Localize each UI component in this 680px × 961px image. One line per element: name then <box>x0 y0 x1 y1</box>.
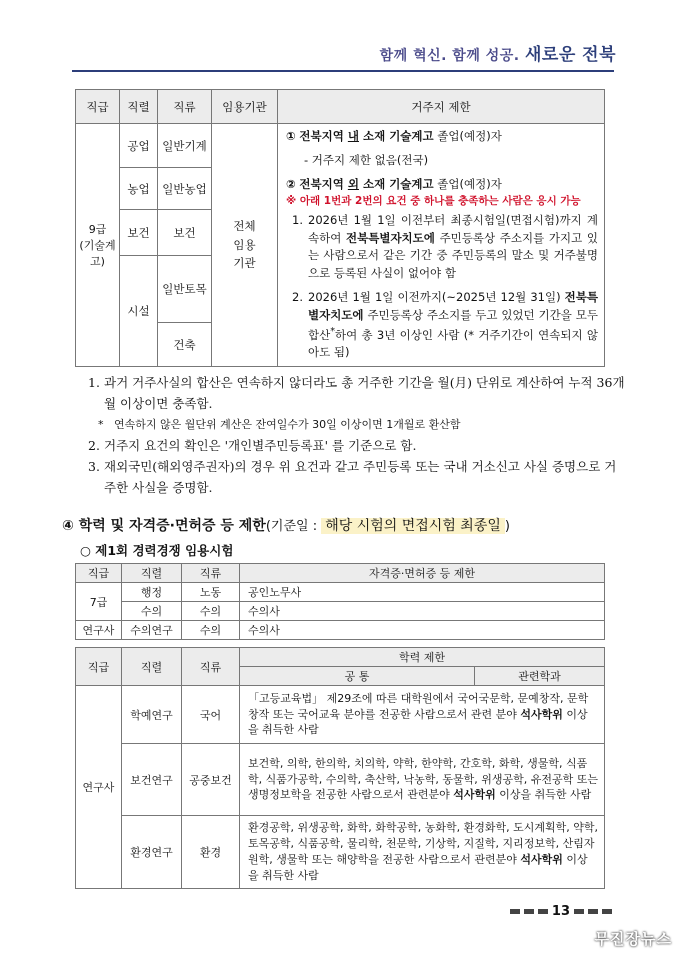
header-cell: 직렬 <box>122 564 182 583</box>
table-header-row <box>76 648 605 667</box>
section-heading: ④ 학력 및 자격증·면허증 등 제한(기준일 : 해당 시험의 면접시험 최종일 ) <box>62 518 510 534</box>
slogan-part2: 새로운 전북 <box>524 45 616 65</box>
series-cell: 수의 <box>122 602 182 621</box>
series-cell: 농업 <box>120 168 158 210</box>
limit-cell: 공인노무사 <box>240 583 605 602</box>
header-cell: 직급 <box>76 564 122 583</box>
class-cell: 보건 <box>158 210 212 256</box>
desc-cell: 환경공학, 위생공학, 화학, 화학공학, 농화학, 환경화학, 도시계획학, 약학, 토목공학, 식품공학, 물리학, 천문학, 기상학, 지질학, 지리정보학, 산림자원학, 생물학 또는 해양학을 전공한 사람으로서 관련분야 석사학위 이상을 취득한 사람 <box>240 816 605 889</box>
class-cell: 수의 <box>182 602 240 621</box>
note-item: * 연속하지 않은 월단위 계산은 잔여일수가 30일 이상이면 1개월로 환산함 <box>98 418 461 431</box>
series-cell: 행정 <box>122 583 182 602</box>
subheading: ○ 제1회 경력경쟁 임용시험 <box>80 543 234 558</box>
page-bar <box>588 909 598 914</box>
table-row <box>76 583 605 602</box>
table-row <box>76 124 605 168</box>
series-cell: 보건연구 <box>122 744 182 816</box>
series-cell: 학예연구 <box>122 686 182 744</box>
header-cell: 임용기관 <box>212 90 278 124</box>
condition-2-item-2: 2. 2026년 1월 1일 이전까지(~2025년 12월 31일) 전북특별자치도에 주민등록상 주소지를 두고 있었던 기간을 모두 합산*하여 총 3년 이상인 사람 (* 거주기간이 연속되지 않아도 됨) <box>292 289 598 360</box>
note-item: 2. 거주지 요건의 확인은 '개인별주민등록표' 를 기준으로 함. <box>88 438 417 453</box>
header-cell: 직류 <box>182 564 240 583</box>
residence-notes <box>88 372 628 498</box>
class-cell: 일반토목 <box>158 256 212 323</box>
table-header-row <box>76 90 605 124</box>
table-header-row <box>76 564 605 583</box>
grade-cell: 7급 <box>76 583 122 621</box>
limit-cell: 수의사 <box>240 602 605 621</box>
class-cell: 수의 <box>182 621 240 640</box>
class-cell: 공중보건 <box>182 744 240 816</box>
page-bar <box>602 909 612 914</box>
header-cell: 직렬 <box>122 648 182 686</box>
condition-2-item-1: 1. 2026년 1월 1일 이전부터 최종시험일(면접시험)까지 계속하여 전북특별자치도에 주민등록상 주소지를 가지고 있는 사람으로서 같은 기간 중 주민등록의 말소 및 거주불명으로 등록된 사실이 없어야 함 <box>292 212 599 281</box>
header-cell: 직렬 <box>120 90 158 124</box>
page-number: 13 <box>510 904 612 919</box>
agency-cell: 전체 임용 기관 <box>212 124 278 367</box>
note-item: 1. 과거 거주사실의 합산은 연속하지 않더라도 총 거주한 기간을 월(月) 단위로 계산하여 누적 36개월 이상이면 충족함. <box>88 375 625 411</box>
residence-conditions <box>278 124 605 367</box>
grade-cell: 연구사 <box>76 686 122 889</box>
table-row <box>76 602 605 621</box>
table-row <box>76 621 605 640</box>
watermark: 무진장뉴스 <box>594 930 672 948</box>
grade-cell: 연구사 <box>76 621 122 640</box>
page-bar <box>538 909 548 914</box>
series-cell: 시설 <box>120 256 158 367</box>
header-rule <box>72 70 614 72</box>
residence-restriction-table <box>75 89 605 367</box>
class-cell: 환경 <box>182 816 240 889</box>
header-cell: 직류 <box>158 90 212 124</box>
condition-1-sub: - 거주지 제한 없음(전국) <box>304 152 429 167</box>
page-bar <box>510 909 520 914</box>
page-bar <box>574 909 584 914</box>
desc-cell: 보건학, 의학, 한의학, 치의학, 약학, 한약학, 간호학, 화학, 생물학, 식품학, 식품가공학, 수의학, 축산학, 낙농학, 동물학, 위생공학, 유전공학 또는 생명정보학을 전공한 사람으로서 관련분야 석사학위 이상을 취득한 사람 <box>240 744 605 816</box>
table-row <box>76 744 605 816</box>
header-cell: 직류 <box>182 648 240 686</box>
page-bar <box>524 909 534 914</box>
class-cell: 국어 <box>182 686 240 744</box>
limit-cell: 수의사 <box>240 621 605 640</box>
series-cell: 수의연구 <box>122 621 182 640</box>
subheader-cell: 관련학과 <box>475 667 605 686</box>
header-cell: 거주지 제한 <box>278 90 605 124</box>
condition-1: ① 전북지역 내 소재 기술계고 졸업(예정)자 <box>286 129 502 143</box>
subheader-cell: 공 통 <box>240 667 475 686</box>
class-cell: 일반농업 <box>158 168 212 210</box>
series-cell: 보건 <box>120 210 158 256</box>
license-restriction-table <box>75 563 605 640</box>
header-slogan <box>380 40 616 65</box>
condition-2: ② 전북지역 외 소재 기술계고 졸업(예정)자 <box>286 176 502 191</box>
class-cell: 일반기계 <box>158 124 212 168</box>
note-item: 3. 재외국민(해외영주권자)의 경우 위 요건과 같고 주민등록 또는 국내 거소신고 사실 증명으로 거주한 사실을 증명함. <box>88 459 617 495</box>
highlighted-basis: 해당 시험의 면접시험 최종일 <box>321 518 505 534</box>
series-cell: 공업 <box>120 124 158 168</box>
condition-2-warning: ※ 아래 1번과 2번의 요건 중 하나를 충족하는 사람은 응시 가능 <box>286 195 581 208</box>
class-cell: 건축 <box>158 323 212 367</box>
desc-cell: 「고등교육법」 제29조에 따른 대학원에서 국어국문학, 문예창작, 문학창작 또는 국어교육 분야를 전공한 사람으로서 관련 분야 석사학위 이상을 취득한 사람 <box>240 686 605 744</box>
table-row <box>76 686 605 744</box>
header-cell: 자격증·면허증 등 제한 <box>240 564 605 583</box>
header-cell: 직급 <box>76 648 122 686</box>
header-cell: 학력 제한 <box>240 648 605 667</box>
class-cell: 노동 <box>182 583 240 602</box>
series-cell: 환경연구 <box>122 816 182 889</box>
header-cell: 직급 <box>76 90 120 124</box>
slogan-part1: 함께 혁신. 함께 성공. <box>379 48 520 64</box>
grade-cell: 9급 (기술계고) <box>76 124 120 367</box>
table-row <box>76 816 605 889</box>
education-restriction-table <box>75 647 605 889</box>
